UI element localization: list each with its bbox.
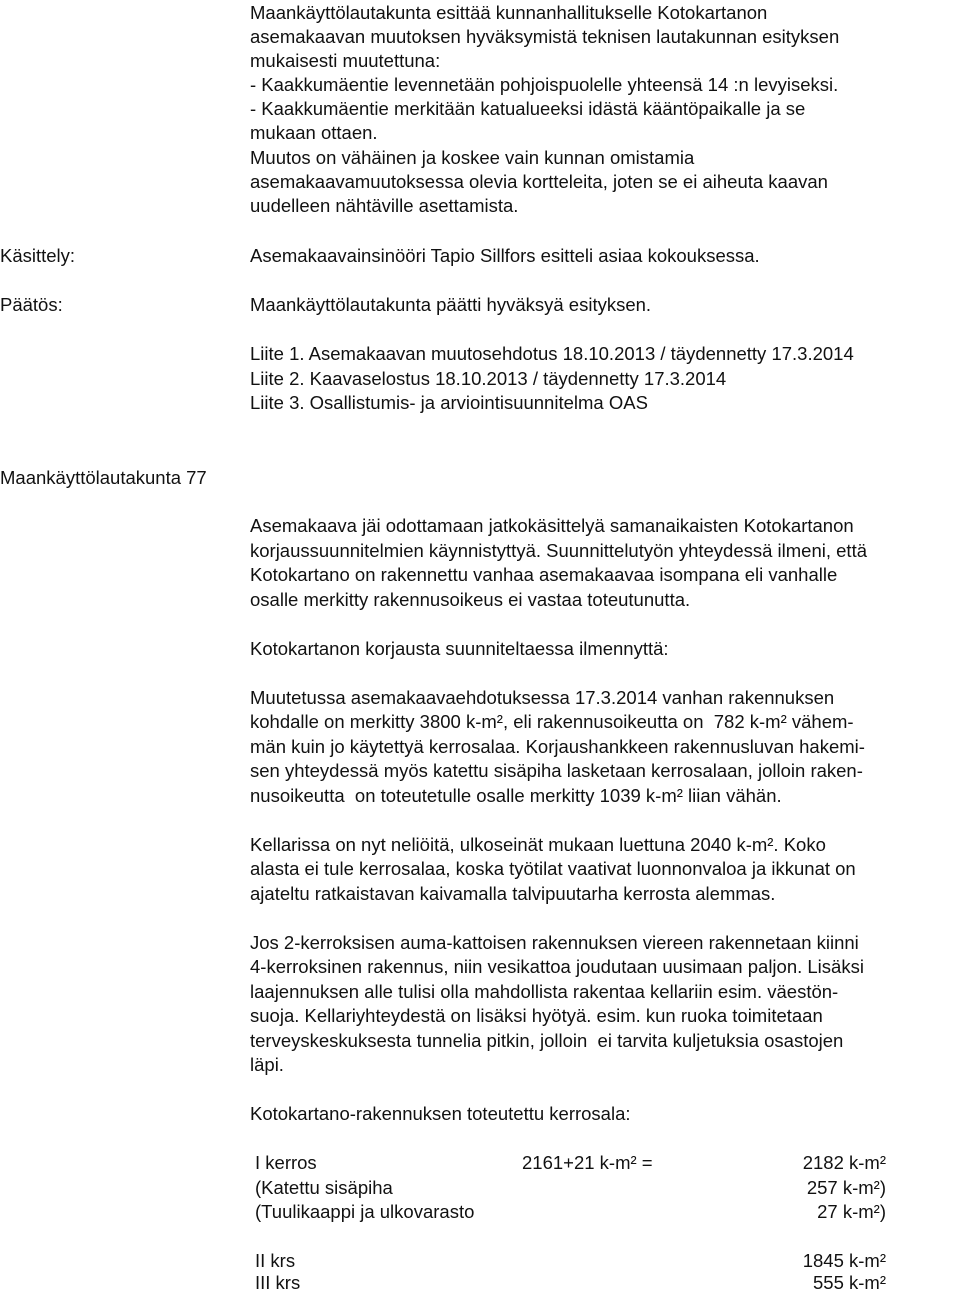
text-line: korjaussuunnitelmien käynnistyttyä. Suunnittelutyön yhteydessä ilmeni, että [250,540,868,561]
row-value: 257 k-m²) [806,1177,886,1198]
attachment-item: Liite 3. Osallistumis- ja arviointisuunnitelma OAS [250,392,648,413]
text-line: Maankäyttölautakunta esittää kunnanhallitukselle Kotokartanon [250,2,768,23]
row-value: 27 k-m²) [817,1201,886,1222]
text-line: män kuin jo käytettyä kerrosalaa. Korjaushankkeen rakennusluvan hakemi- [250,736,865,757]
text-line: mukaan ottaen. [250,122,378,143]
text-line: Kellarissa on nyt neliöitä, ulkoseinät mukaan luettuna 2040 k-m². Koko [250,834,826,855]
paatos-label: Päätös: [0,294,63,315]
attachment-item: Liite 1. Asemakaavan muutosehdotus 18.10.2013 / täydennetty 17.3.2014 [250,343,854,364]
text-line: suoja. Kellariyhteydestä on lisäksi hyötyä. esim. kun ruoka toimitetaan [250,1005,823,1026]
row-label: (Tuulikaappi ja ulkovarasto [255,1201,475,1222]
text-line: kohdalle on merkitty 3800 k-m², eli rakennusoikeutta on 782 k-m² vähem- [250,711,854,732]
text-line: Kotokartano-rakennuksen toteutettu kerrosala: [250,1103,631,1124]
text-line: Kotokartanon korjausta suunniteltaessa ilmennyttä: [250,638,669,659]
text-line: uudelleen nähtäville asettamista. [250,195,519,216]
row-value: 1845 k-m² [802,1250,886,1271]
text-line: mukaisesti muutettuna: [250,50,441,71]
text-line: sen yhteydessä myös katettu sisäpiha lasketaan kerrosalaan, jolloin raken- [250,760,863,781]
paatos-text: Maankäyttölautakunta päätti hyväksyä esityksen. [250,294,652,315]
text-line: asemakaavamuutoksessa olevia kortteleita, joten se ei aiheuta kaavan [250,171,828,192]
text-line: ajateltu ratkaistavan kaivamalla talvipuutarha kerrosta alemmas. [250,883,776,904]
row-label: (Katettu sisäpiha [255,1177,393,1198]
attachment-item: Liite 2. Kaavaselostus 18.10.2013 / täydennetty 17.3.2014 [250,368,727,389]
row-label: III krs [255,1272,301,1293]
text-line: Jos 2-kerroksisen auma-kattoisen rakennuksen viereen rakennetaan kiinni [250,932,859,953]
row-label: II krs [255,1250,296,1271]
section-heading: Maankäyttölautakunta 77 [0,467,207,488]
text-line: Muutetussa asemakaavaehdotuksessa 17.3.2014 vanhan rakennuksen [250,687,835,708]
row-value: 2182 k-m² [802,1152,886,1173]
text-line: alasta ei tule kerrosalaa, koska työtilat vaativat luonnonvaloa ja ikkunat on [250,858,856,879]
text-line: - Kaakkumäentie levennetään pohjoispuolelle yhteensä 14 :n levyiseksi. [250,74,839,95]
text-line: Kotokartano on rakennettu vanhaa asemakaavaa isompana eli vanhalle [250,564,838,585]
text-line: Muutos on vähäinen ja koskee vain kunnan omistamia [250,147,695,168]
text-line: läpi. [250,1054,284,1075]
row-label: I kerros [255,1152,317,1173]
text-line: osalle merkitty rakennusoikeus ei vastaa toteutunutta. [250,589,691,610]
text-line: 4-kerroksinen rakennus, niin vesikattoa joudutaan uusimaan paljon. Lisäksi [250,956,864,977]
text-line: terveyskeskuksesta tunnelia pitkin, jolloin ei tarvita kuljetuksia osastojen [250,1030,844,1051]
row-calc: 2161+21 k-m² = [522,1152,653,1173]
text-line: laajennuksen alle tulisi olla mahdollista rakentaa kellariin esim. väestön- [250,981,839,1002]
kasittely-text: Asemakaavainsinööri Tapio Sillfors esitteli asiaa kokouksessa. [250,245,760,266]
row-value: 555 k-m² [813,1272,886,1293]
text-line: nusoikeutta on toteutetulle osalle merkitty 1039 k-m² liian vähän. [250,785,782,806]
text-line: - Kaakkumäentie merkitään katualueeksi idästä kääntöpaikalle ja se [250,98,806,119]
kasittely-label: Käsittely: [0,245,76,266]
text-line: Asemakaava jäi odottamaan jatkokäsittelyä samanaikaisten Kotokartanon [250,515,854,536]
text-line: asemakaavan muutoksen hyväksymistä teknisen lautakunnan esityksen [250,26,840,47]
